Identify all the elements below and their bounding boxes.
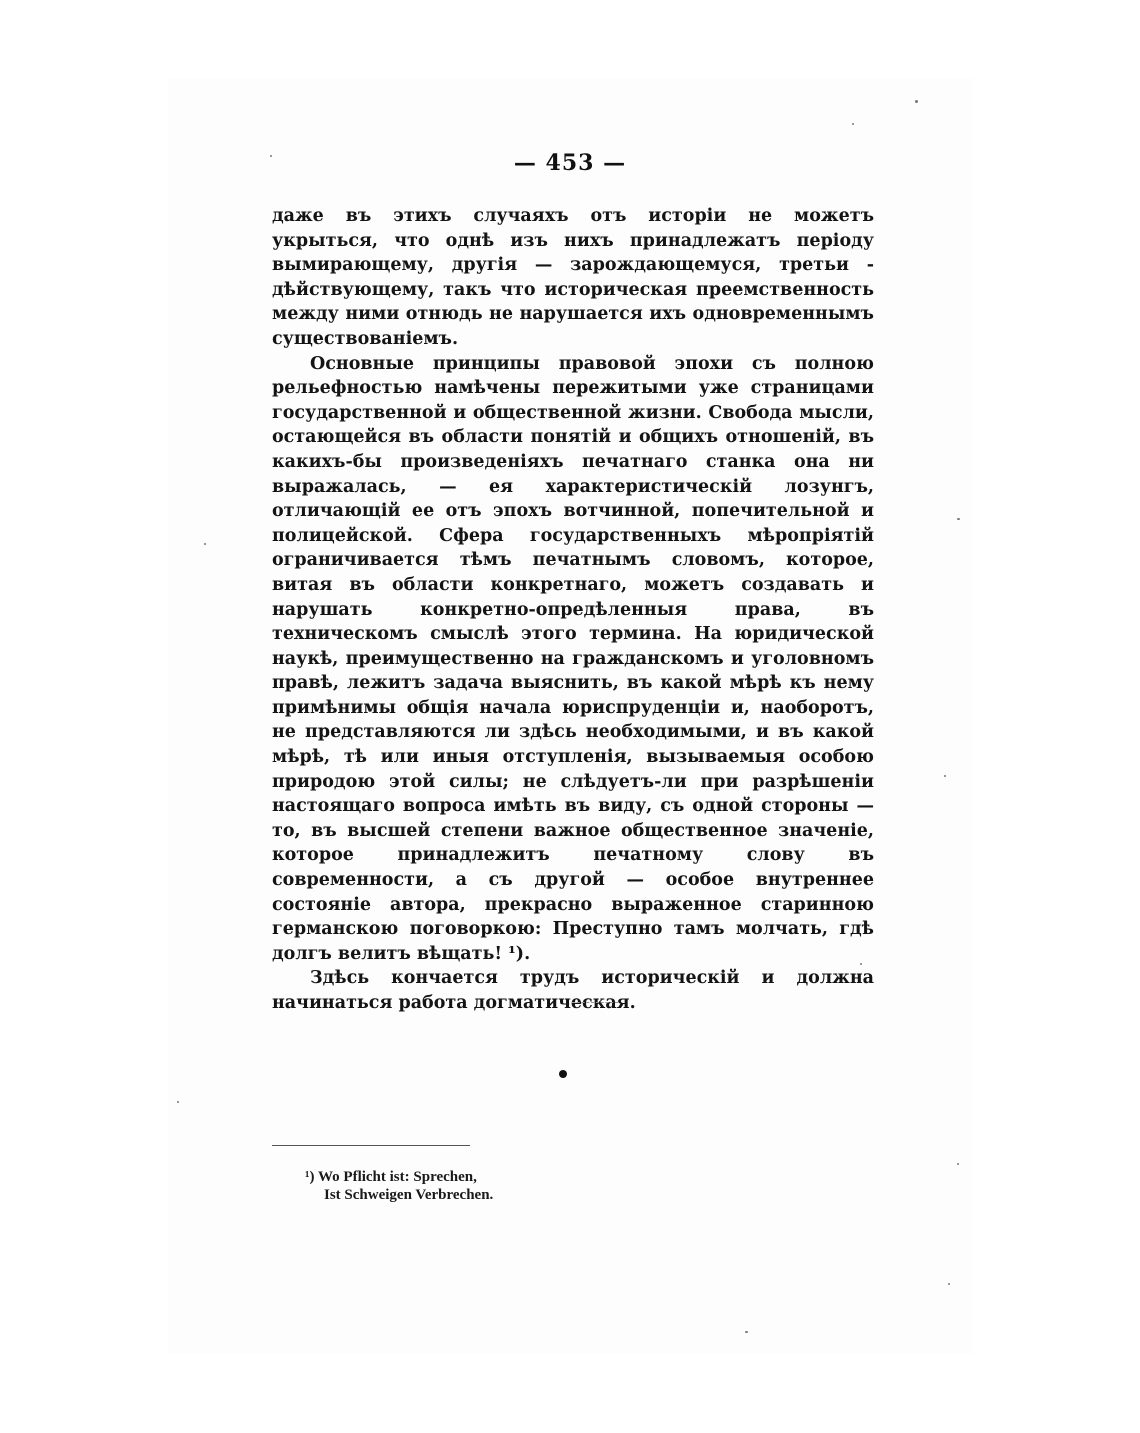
scan-speck bbox=[957, 518, 960, 520]
scan-speck bbox=[860, 963, 862, 965]
scan-speck bbox=[915, 100, 918, 103]
footnote-divider bbox=[272, 1145, 470, 1146]
footnote-marker: ¹) bbox=[305, 1169, 315, 1185]
scan-speck bbox=[852, 123, 854, 125]
scan-speck bbox=[745, 1331, 748, 1333]
main-text bbox=[272, 204, 874, 1016]
footnote-line-1: Wo Pflicht ist: Sprechen, bbox=[317, 1169, 477, 1185]
scan-speck bbox=[944, 775, 946, 777]
stray-dash-mark bbox=[572, 1002, 618, 1003]
scan-speck bbox=[948, 1283, 950, 1285]
paragraph-3: Здѣсь кончается трудъ историческій и должна начинаться работа догматическая. bbox=[272, 968, 874, 1013]
paragraph-2: Основные принципы правовой эпохи съ полною рельефностью намѣчены пережитыми уже страницами государственной и общественной жизни. Свобода мысли, остающейся въ области понятій и общихъ отношеній, въ какихъ-бы произведеніяхъ печатнаго станка она ни выражалась, — ея характеристическій лозунгъ, отличающій ее отъ эпохъ вотчинной, попечительной и полицейской. Сфера государственныхъ мѣропріятій ограничивается тѣмъ печатнымъ словомъ, которое, витая въ области конкретнаго, можетъ создавать и нарушать конкретно-опредѣленныя права, въ техническомъ смыслѣ этого термина. На юридической наукѣ, преимущественно на гражданскомъ и уголовномъ правѣ, лежитъ задача выяснить, въ какой мѣрѣ къ нему примѣнимы общія начала юриспруденціи и, наоборотъ, не представляются ли здѣсь необходимыми, и въ какой мѣрѣ, тѣ или иныя отступленія, вызываемыя особою природою этой силы; не слѣдуетъ-ли при разрѣшеніи настоящаго вопроса имѣть въ виду, съ одной стороны — то, въ высшей степени важное общественное значеніе, которое принадлежитъ печатному слову въ современности, а съ другой — особое внутреннее состояніе автора, прекрасно выраженное старинною германскою поговоркою: Преступно тамъ молчать, гдѣ долгъ велитъ вѣщать! ¹). bbox=[272, 353, 874, 964]
ink-dot bbox=[559, 1070, 567, 1078]
scan-speck bbox=[177, 1101, 179, 1103]
scan-speck bbox=[204, 543, 206, 545]
page-number: — 453 — bbox=[513, 150, 627, 176]
footnote-line-2: Ist Schweigen Verbrechen. bbox=[324, 1187, 494, 1203]
scan-speck bbox=[957, 1163, 959, 1165]
scan-speck bbox=[270, 155, 272, 157]
footnote bbox=[305, 1168, 493, 1204]
paragraph-1: даже въ этихъ случаяхъ отъ исторіи не можетъ укрыться, что однѣ изъ нихъ принадлежатъ періоду вымирающему, другія — зарождающемуся, третьи - дѣйствующему, такъ что историческая преемственность между ними отнюдь не нарушается ихъ одновременнымъ существованіемъ. bbox=[272, 206, 874, 349]
